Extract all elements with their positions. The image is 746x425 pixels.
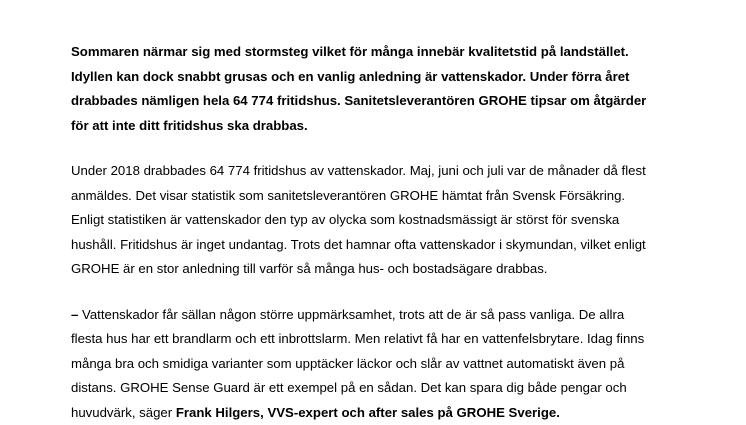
quote-end-punctuation: . [556, 405, 560, 420]
body-line: anmäldes. Det visar statistik som sanitetsleverantören GROHE hämtat från Svensk Försäkring. [71, 184, 711, 209]
quote-text: Vattenskador får sällan någon större uppmärksamhet, trots att de är så pass vanliga. De allra [78, 307, 624, 322]
lead-line: drabbades nämligen hela 64 774 fritidshus. Sanitetsleverantören GROHE tipsar om åtgärder [71, 89, 711, 114]
quote-line: många bra och smidiga varianter som upptäcker läckor och slår av vattnet automatiskt även på [71, 352, 711, 377]
quote-line: distans. GROHE Sense Guard är ett exempel på en sådan. Det kan spara dig både pengar och [71, 376, 711, 401]
body-line: hushåll. Fritidshus är inget undantag. Trots det hamnar ofta vattenskador i skymundan, vilket enligt [71, 233, 711, 258]
paragraph-gap [71, 282, 711, 303]
quote-dash: – [71, 307, 78, 322]
body-line: Enligt statistiken är vattenskador den typ av olycka som kostnadsmässigt är störst för svenska [71, 208, 711, 233]
speaker-attribution: Frank Hilgers, VVS-expert och after sales på GROHE Sverige [176, 405, 556, 420]
quote-line-last [71, 401, 711, 425]
quote-line-first [71, 303, 711, 328]
lead-line: för att inte ditt fritidshus ska drabbas. [71, 114, 711, 139]
quote-text: huvudvärk, säger [71, 405, 176, 420]
quote-line: flesta hus har ett brandlarm och ett inbrottslarm. Men relativt få har en vattenfelsbrytare. Idag finns [71, 327, 711, 352]
document-page [71, 40, 711, 425]
body-line: Under 2018 drabbades 64 774 fritidshus av vattenskador. Maj, juni och juli var de månader då flest [71, 159, 711, 184]
body-line: GROHE är en stor anledning till varför så många hus- och bostadsägare drabbas. [71, 257, 711, 282]
quote-paragraph [71, 303, 711, 425]
lead-line: Sommaren närmar sig med stormsteg vilket för många innebär kvalitetstid på landstället. [71, 40, 711, 65]
paragraph-gap [71, 138, 711, 159]
body-paragraph-1 [71, 159, 711, 282]
lead-paragraph [71, 40, 711, 138]
lead-line: Idyllen kan dock snabbt grusas och en vanlig anledning är vattenskador. Under förra året [71, 65, 711, 90]
